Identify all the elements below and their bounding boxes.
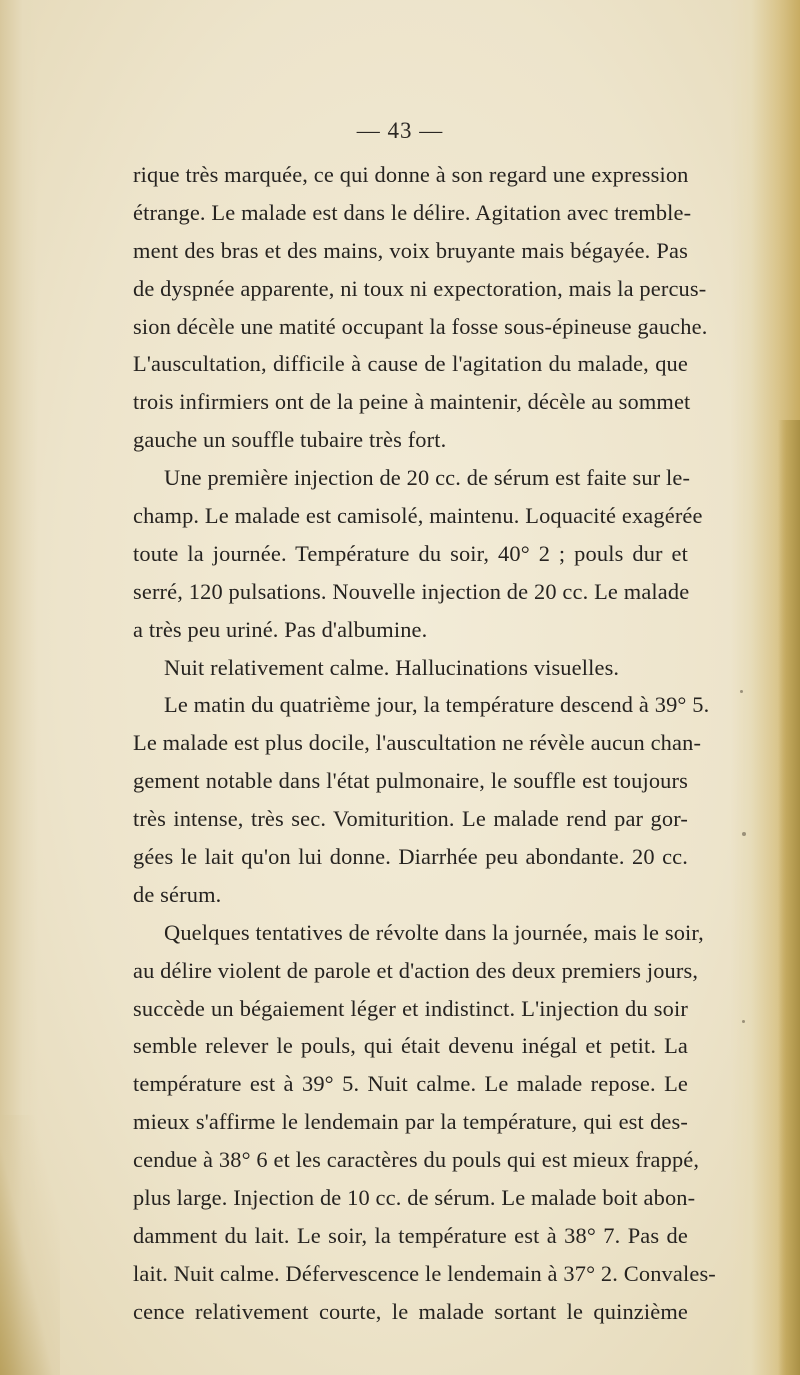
text-line: de sérum. <box>133 881 222 907</box>
text-line: a très peu uriné. Pas d'albumine. <box>133 616 428 642</box>
text-line: très intense, très sec. Vomiturition. Le malade rend par gor- <box>133 806 688 832</box>
text-line: serré, 120 pulsations. Nouvelle injection de 20 cc. Le malade <box>133 578 690 604</box>
text-line: trois infirmiers ont de la peine à maintenir, décèle au sommet <box>133 389 691 415</box>
text-line: succède un bégaiement léger et indistinct. L'injection du soir <box>133 995 688 1021</box>
page-edge-bottom-stain <box>0 1115 60 1375</box>
text-line: damment du lait. Le soir, la température est à 38° 7. Pas de <box>133 1222 688 1248</box>
text-line: L'auscultation, difficile à cause de l'agitation du malade, que <box>133 351 688 377</box>
text-line: champ. Le malade est camisolé, maintenu. Loquacité exagérée <box>133 503 703 529</box>
paper-speck <box>740 690 743 693</box>
page-edge-right-stain <box>778 420 800 1375</box>
text-line: de dyspnée apparente, ni toux ni expectoration, mais la percus- <box>133 275 707 301</box>
paper-speck <box>742 1020 745 1023</box>
text-line: étrange. Le malade est dans le délire. Agitation avec tremble- <box>133 199 692 225</box>
text-line: Nuit relativement calme. Hallucinations visuelles. <box>164 654 620 680</box>
text-line: Quelques tentatives de révolte dans la journée, mais le soir, <box>164 919 704 945</box>
text-line: toute la journée. Température du soir, 40° 2 ; pouls dur et <box>133 540 688 566</box>
text-line: Une première injection de 20 cc. de sérum est faite sur le- <box>164 465 691 491</box>
text-line: sion décèle une matité occupant la fosse sous-épineuse gauche. <box>133 313 708 339</box>
paragraph <box>133 686 710 913</box>
text-line: gauche un souffle tubaire très fort. <box>133 427 447 453</box>
text-line: ment des bras et des mains, voix bruyante mais bégayée. Pas <box>133 237 688 263</box>
text-line: rique très marquée, ce qui donne à son regard une expression <box>133 162 689 187</box>
paragraph <box>133 156 708 459</box>
paragraph <box>133 914 716 1331</box>
text-line: Le malade est plus docile, l'auscultation ne révèle aucun chan- <box>133 730 702 756</box>
text-line: cence relativement courte, le malade sortant le quinzième <box>133 1298 688 1324</box>
text-line: semble relever le pouls, qui était devenu inégal et petit. La <box>133 1033 688 1059</box>
paper-speck <box>742 832 746 836</box>
page-number: — 43 — <box>356 118 444 143</box>
text-line: température est à 39° 5. Nuit calme. Le malade repose. Le <box>133 1071 688 1097</box>
text-line: lait. Nuit calme. Défervescence le lendemain à 37° 2. Convales- <box>133 1260 716 1286</box>
body-text <box>133 156 716 1331</box>
text-line: Le matin du quatrième jour, la température descend à 39° 5. <box>164 692 710 718</box>
paragraph <box>133 459 703 648</box>
text-line: mieux s'affirme le lendemain par la température, qui est des- <box>133 1109 688 1135</box>
text-line: plus large. Injection de 10 cc. de sérum. Le malade boit abon- <box>133 1185 696 1211</box>
text-line: au délire violent de parole et d'action des deux premiers jours, <box>133 957 699 983</box>
text-line: cendue à 38° 6 et les caractères du pouls qui est mieux frappé, <box>133 1147 700 1173</box>
paragraph <box>133 649 688 687</box>
text-line: gées le lait qu'on lui donne. Diarrhée peu abondante. 20 cc. <box>133 844 688 870</box>
text-line: gement notable dans l'état pulmonaire, le souffle est toujours <box>133 768 688 794</box>
